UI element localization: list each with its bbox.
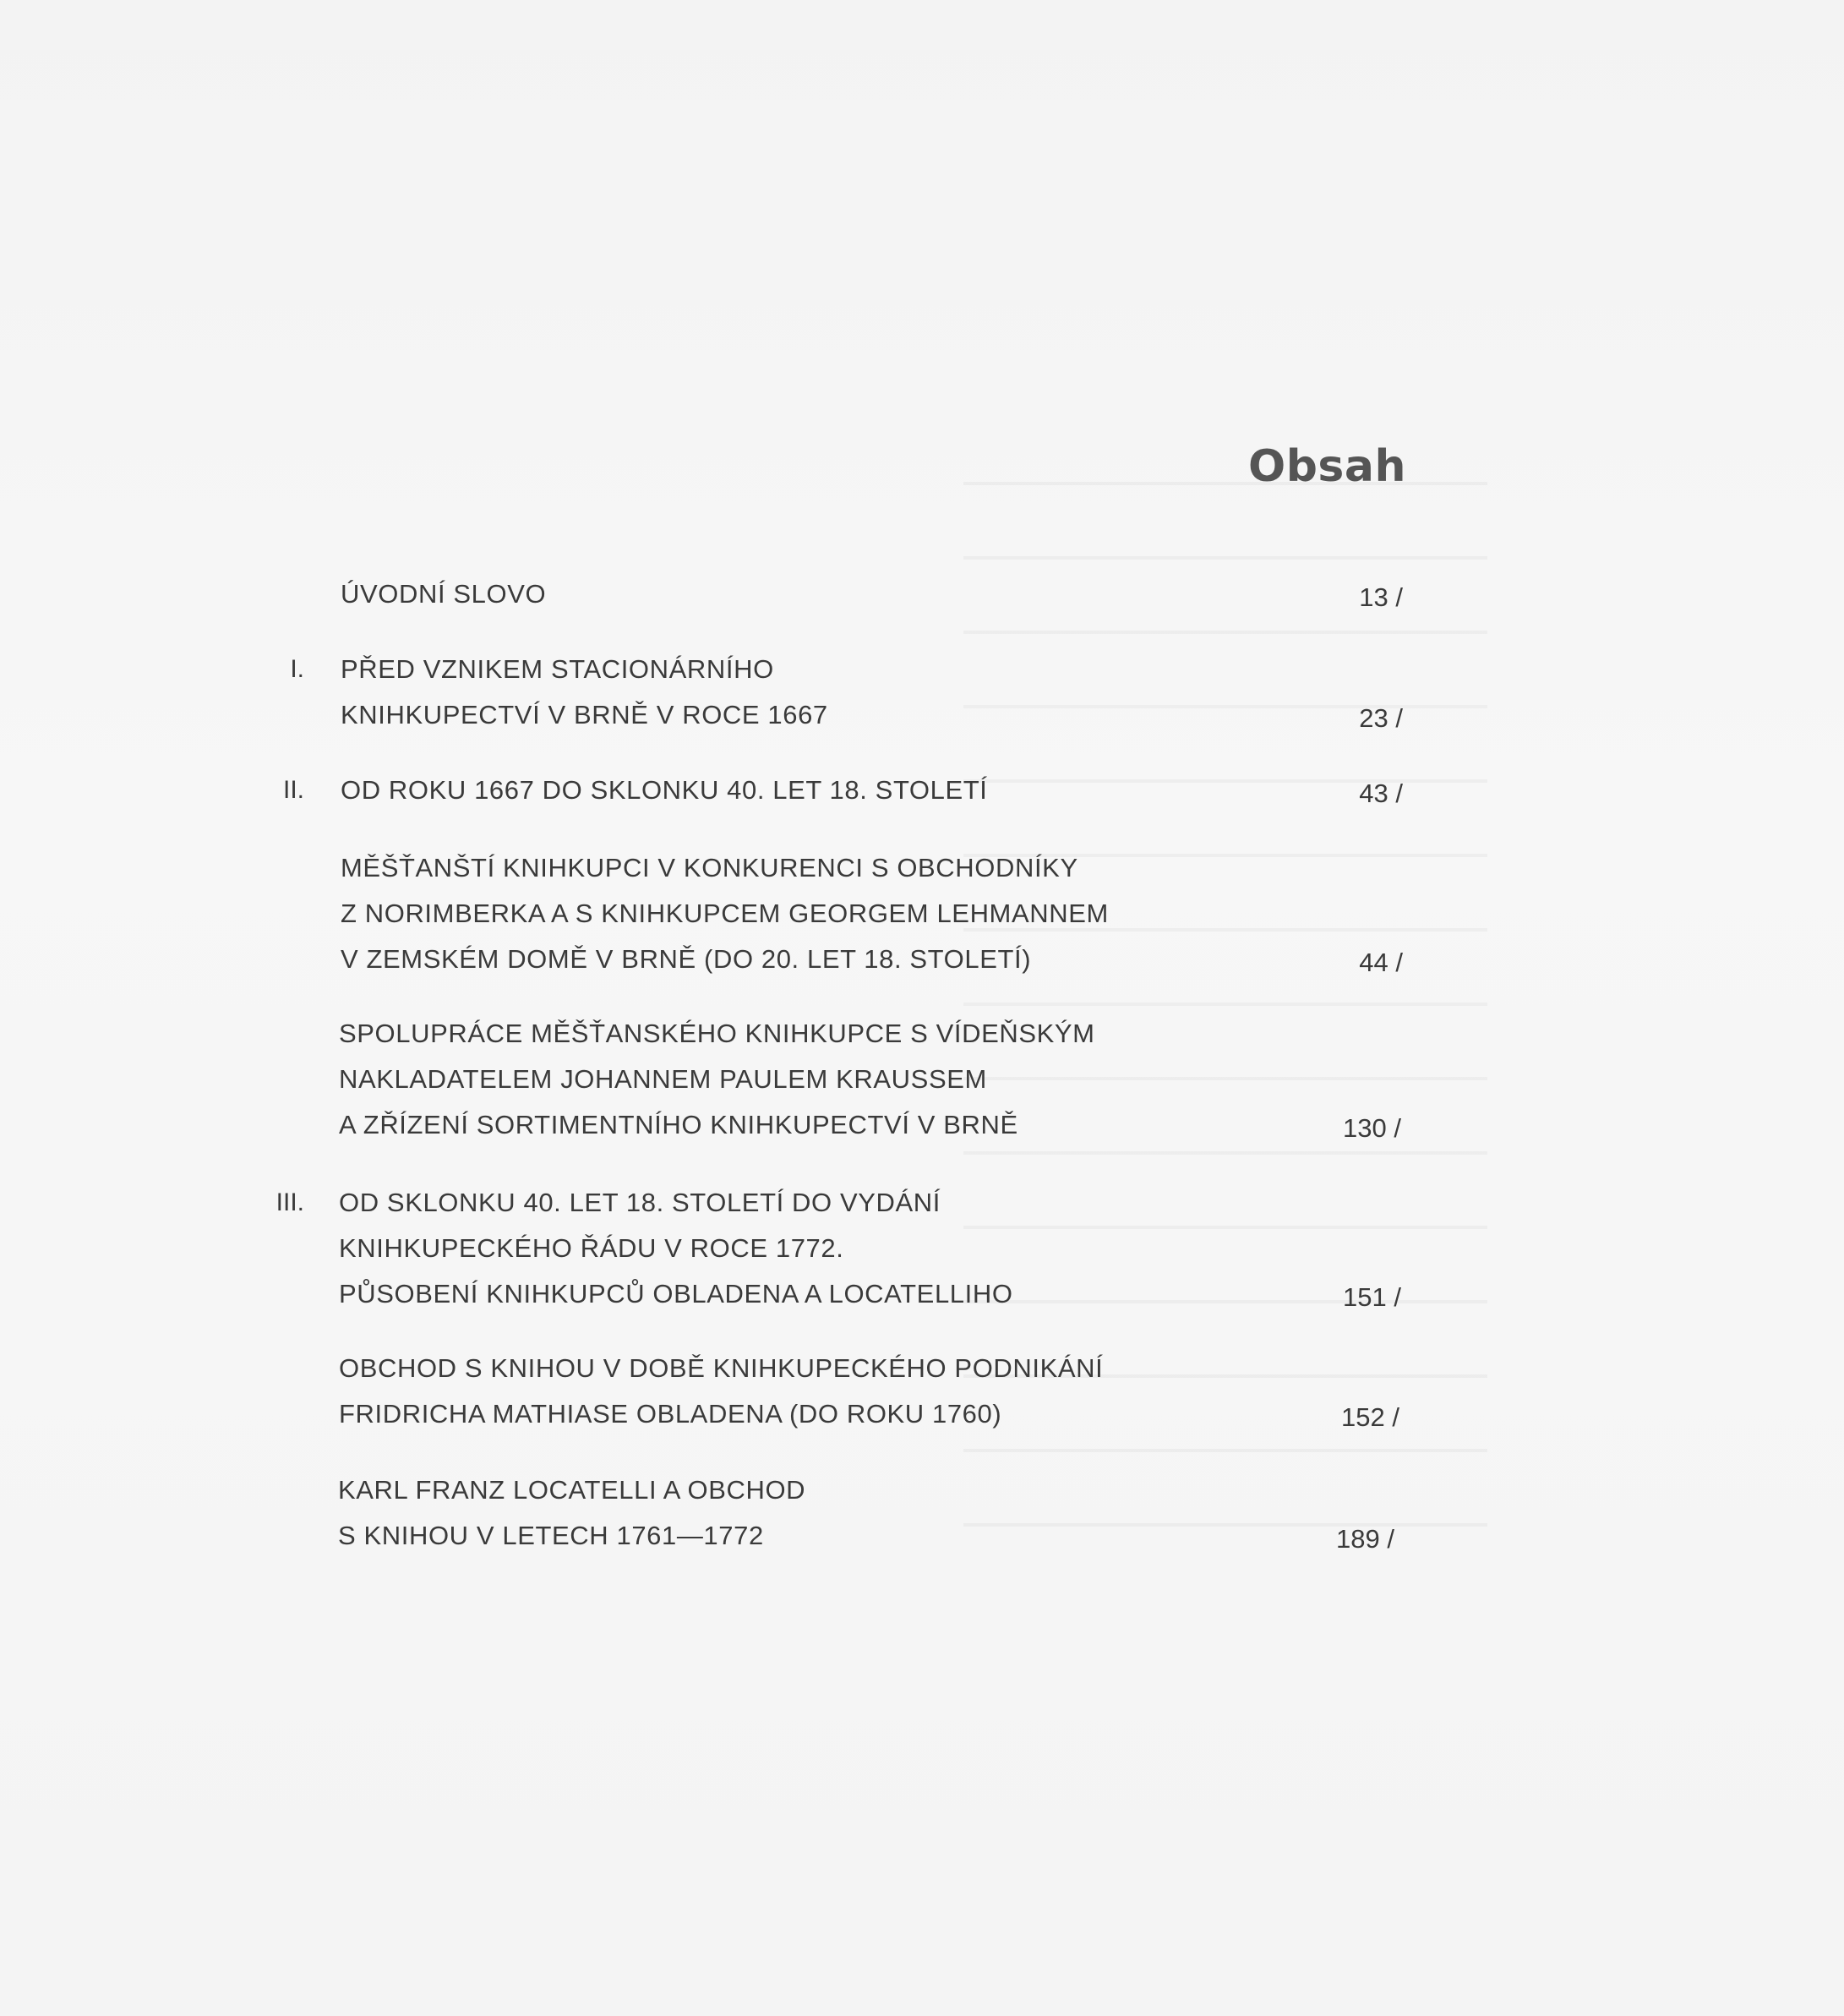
toc-entry-line: Z NORIMBERKA A S KNIHKUPCEM GEORGEM LEHMANNEM — [341, 899, 1109, 928]
toc-entry-title — [338, 1467, 1183, 1559]
toc-entry-title — [341, 845, 1186, 982]
toc-entry-line: OD ROKU 1667 DO SKLONKU 40. LET 18. STOLETÍ — [341, 775, 988, 805]
toc-entry-line: KNIHKUPECKÉHO ŘÁDU V ROCE 1772. — [339, 1233, 844, 1263]
toc-entry-line: S KNIHOU V LETECH 1761—1772 — [338, 1521, 764, 1550]
toc-entry-line: OBCHOD S KNIHOU V DOBĚ KNIHKUPECKÉHO PODNIKÁNÍ — [339, 1353, 1104, 1383]
toc-entry-line: KARL FRANZ LOCATELLI A OBCHOD — [338, 1475, 806, 1505]
toc-entry-line: SPOLUPRÁCE MĚŠŤANSKÉHO KNIHKUPCE S VÍDEŇSKÝM — [339, 1019, 1095, 1048]
toc-entry-line: KNIHKUPECTVÍ V BRNĚ V ROCE 1667 — [341, 700, 828, 729]
toc-entry-page: 152 / — [1341, 1402, 1399, 1432]
toc-entry-page: 23 / — [1359, 703, 1403, 733]
toc-entry-numeral: III. — [276, 1188, 304, 1216]
toc-entry-page: 43 / — [1359, 779, 1403, 808]
toc-entry-line: OD SKLONKU 40. LET 18. STOLETÍ DO VYDÁNÍ — [339, 1188, 941, 1217]
toc-entry-line: V ZEMSKÉM DOMĚ V BRNĚ (DO 20. LET 18. STOLETÍ) — [341, 944, 1032, 974]
toc-entry-numeral: I. — [290, 655, 304, 683]
toc-entry-title — [341, 571, 1186, 617]
toc-entry-page: 44 / — [1359, 948, 1403, 977]
toc-entry-page: 13 / — [1359, 582, 1403, 612]
toc-entry-line: PŮSOBENÍ KNIHKUPCŮ OBLADENA A LOCATELLIHO — [339, 1279, 1013, 1308]
toc-entry-page: 130 / — [1343, 1113, 1401, 1143]
toc-entry-page: 151 / — [1343, 1282, 1401, 1312]
toc-entry-line: PŘED VZNIKEM STACIONÁRNÍHO — [341, 654, 774, 684]
toc-entry-title — [341, 768, 1186, 813]
toc-entry-title — [341, 647, 1186, 738]
toc-entry-numeral: II. — [282, 776, 304, 804]
toc-entry-line: MĚŠŤANŠTÍ KNIHKUPCI V KONKURENCI S OBCHODNÍKY — [341, 853, 1078, 882]
page-title: Obsah — [1248, 441, 1406, 492]
toc-entry-line: A ZŘÍZENÍ SORTIMENTNÍHO KNIHKUPECTVÍ V BRNĚ — [339, 1110, 1018, 1139]
toc-entry-page: 189 / — [1336, 1524, 1394, 1554]
toc-entry-line: NAKLADATELEM JOHANNEM PAULEM KRAUSSEM — [339, 1064, 987, 1094]
toc-entry-line: ÚVODNÍ SLOVO — [341, 579, 547, 609]
toc-entry-line: FRIDRICHA MATHIASE OBLADENA (DO ROKU 1760) — [339, 1399, 1002, 1429]
toc-entry-title — [339, 1180, 1184, 1317]
toc-entry-title — [339, 1011, 1184, 1148]
toc-entry-title — [339, 1346, 1184, 1437]
